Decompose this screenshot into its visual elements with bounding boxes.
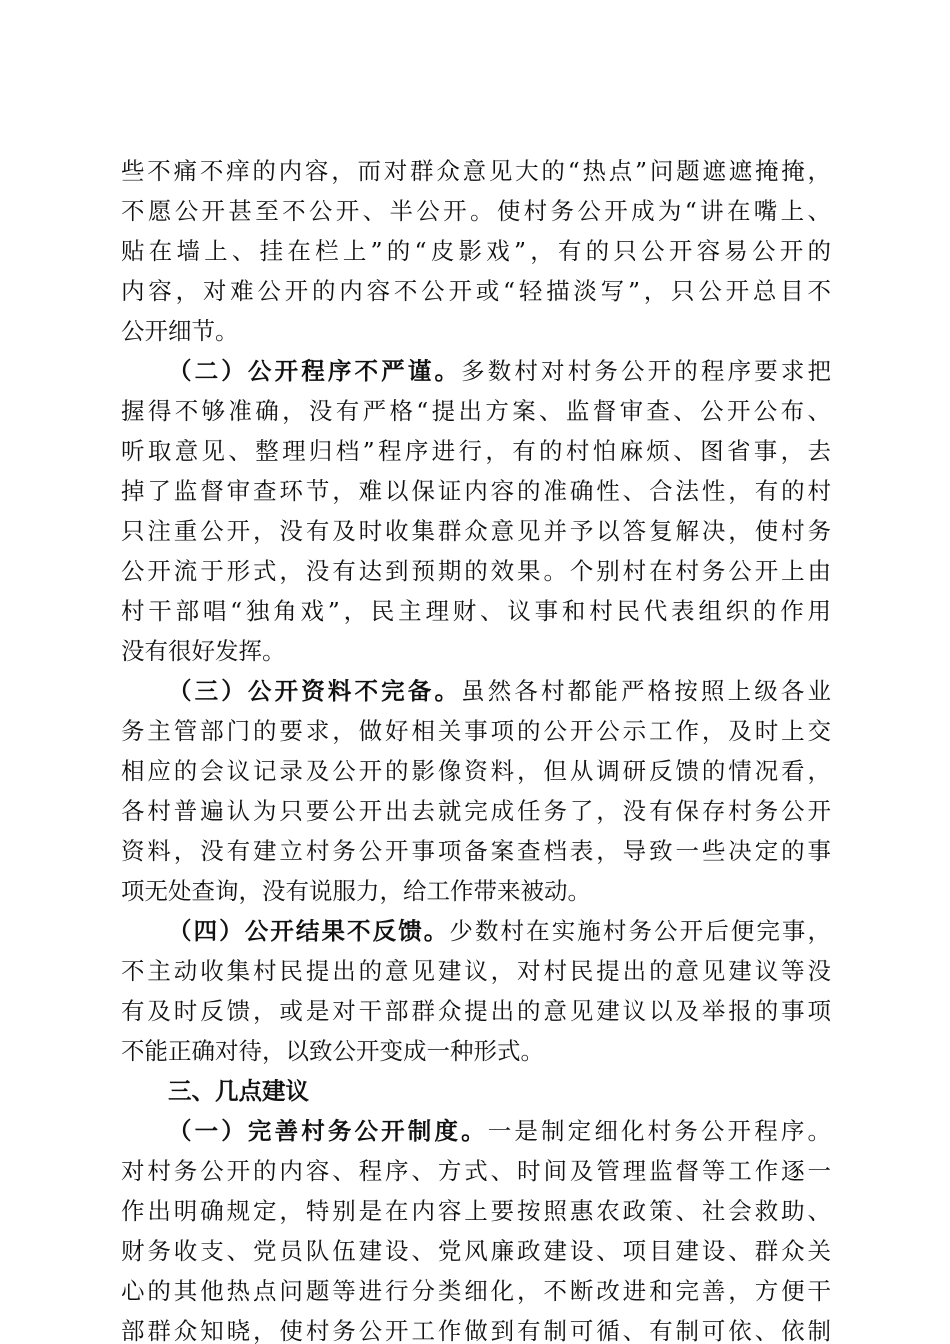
text-line: 掉了监督审查环节，难以保证内容的准确性、合法性，有的村 (121, 477, 831, 505)
section-heading-text: 三、几点建议 (168, 1077, 309, 1105)
text-line: 公开流于形式，没有达到预期的效果。个别村在村务公开上由 (121, 557, 831, 585)
text-line: 对村务公开的内容、程序、方式、时间及管理监督等工作逐一 (121, 1157, 831, 1185)
text-line: 握得不够准确，没有严格“提出方案、监督审查、公开公布、 (121, 397, 831, 425)
text-line: 作出明确规定，特别是在内容上要按照惠农政策、社会救助、 (121, 1197, 831, 1225)
text-line: 贴在墙上、挂在栏上”的“皮影戏”，有的只公开容易公开的 (121, 237, 831, 265)
text-line: 些不痛不痒的内容，而对群众意见大的“热点”问题遮遮掩掩， (121, 157, 831, 185)
text-line: 项无处查询，没有说服力，给工作带来被动。 (121, 877, 591, 905)
paragraph-first-line (168, 671, 831, 711)
text-line: 不愿公开甚至不公开、半公开。使村务公开成为“讲在嘴上、 (121, 197, 831, 225)
paragraph-first-line (168, 351, 831, 391)
text-line: 各村普遍认为只要公开出去就完成任务了，没有保存村务公开 (121, 797, 831, 825)
text-line: 不主动收集村民提出的意见建议，对村民提出的意见建议等没 (121, 957, 831, 985)
text-run: 少数村在实施村务公开后便完事， (449, 917, 831, 945)
text-line: 部群众知晓，使村务公开工作做到有制可循、有制可依、依制 (121, 1317, 831, 1344)
text-line: 财务收支、党员队伍建设、党风廉政建设、项目建设、群众关 (121, 1237, 831, 1265)
subheading: （二）公开程序不严谨。 (168, 357, 462, 385)
paragraph-first-line (168, 1111, 831, 1151)
text-line: 相应的会议记录及公开的影像资料，但从调研反馈的情况看， (121, 757, 831, 785)
text-line: 务主管部门的要求，做好相关事项的公开公示工作，及时上交 (121, 717, 831, 745)
text-line: 心的其他热点问题等进行分类细化，不断改进和完善，方便干 (121, 1277, 831, 1305)
subheading: （一）完善村务公开制度。 (168, 1117, 488, 1145)
section-heading (168, 1071, 831, 1111)
text-run: 多数村对村务公开的程序要求把 (461, 357, 831, 385)
text-run: 一是制定细化村务公开程序。 (487, 1117, 831, 1145)
text-line: 只注重公开，没有及时收集群众意见并予以答复解决，使村务 (121, 517, 831, 545)
subheading: （三）公开资料不完备。 (168, 677, 462, 705)
text-run: 虽然各村都能严格按照上级各业 (461, 677, 831, 705)
paragraph-first-line (168, 911, 831, 951)
text-line: 资料，没有建立村务公开事项备案查档表，导致一些决定的事 (121, 837, 831, 865)
text-line: 内容，对难公开的内容不公开或“轻描淡写”，只公开总目不 (121, 277, 831, 305)
text-line: 不能正确对待，以致公开变成一种形式。 (121, 1037, 544, 1065)
text-line: 村干部唱“独角戏”，民主理财、议事和村民代表组织的作用 (121, 597, 831, 625)
text-line: 听取意见、整理归档”程序进行，有的村怕麻烦、图省事，去 (121, 437, 831, 465)
text-line: 公开细节。 (121, 317, 239, 345)
subheading: （四）公开结果不反馈。 (168, 917, 450, 945)
text-line: 没有很好发挥。 (121, 637, 286, 665)
text-line: 有及时反馈，或是对干部群众提出的意见建议以及举报的事项 (121, 997, 831, 1025)
